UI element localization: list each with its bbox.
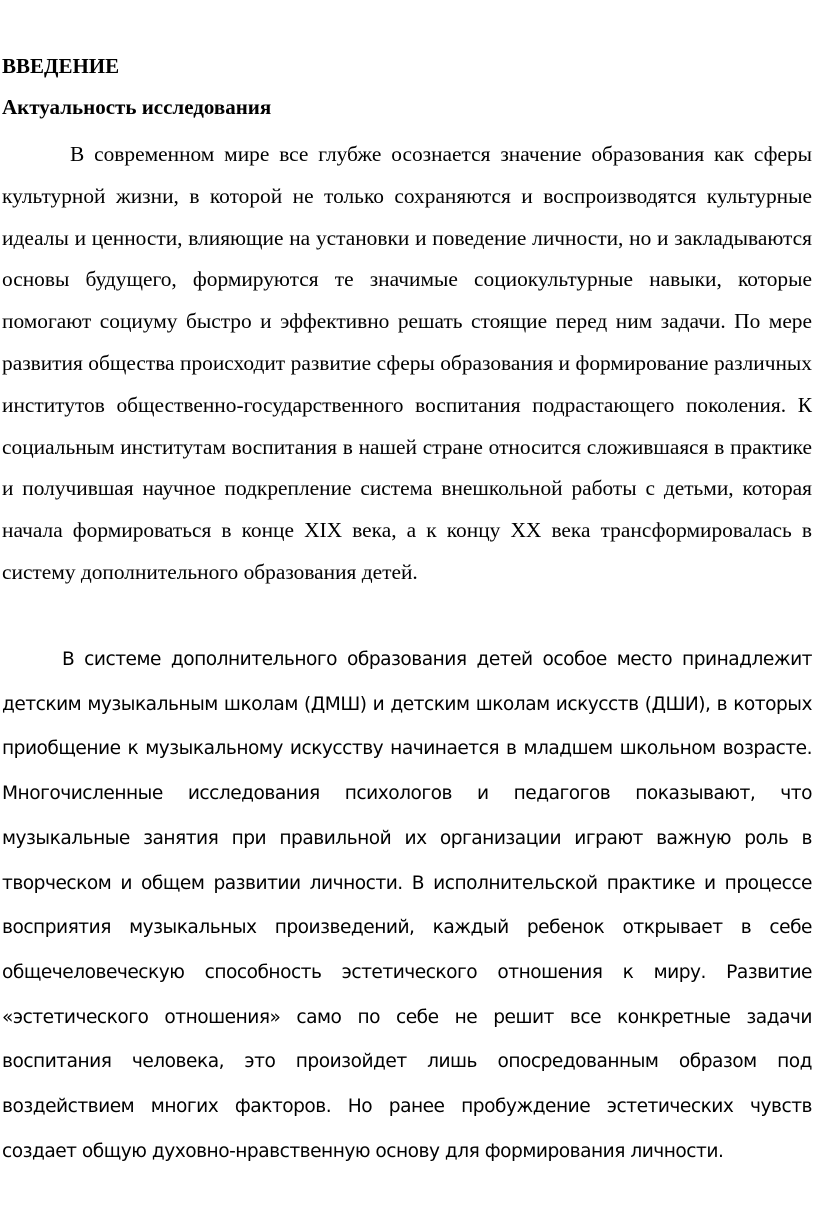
paragraph-relevance: В современном мире все глубже осознается значение образования как сферы культурной жизни, в которой не только сохраняются и воспроизводятся культурные идеалы и ценности, влияющие на установки и поведение личности, но и закладываются основы будущего, формируются те значимые социокультурные навыки, которые помогают социуму быстро и эффективно решать стоящие перед ним задачи. По мере развития общества происходит развитие сферы образования и формирование различных институтов общественно-государственного воспитания подрастающего поколения. К социальным институтам воспитания в нашей стране относится сложившаяся в практике и получившая научное подкрепление система внешкольной работы с детьми, которая начала формироваться в конце XIX века, а к концу XX века трансформировалась в систему дополнительного образования детей. [2, 142, 812, 584]
subsection-heading: Актуальность исследования [2, 95, 272, 119]
section-heading: ВВЕДЕНИЕ [2, 54, 120, 78]
paragraph-music-schools: В системе дополнительного образования детей особое место принадлежит детским музыкальным школам (ДМШ) и детским школам искусств (ДШИ), в которых приобщение к музыкальному искусству начинается в младшем школьном возрасте. Многочисленные исследования психологов и педагогов показывают, что музыкальные занятия при правильной их организации играют важную роль в творческом и общем развитии личности. В исполнительской практике и процессе восприятия музыкальных произведений, каждый ребенок открывает в себе общечеловеческую способность эстетического отношения к миру. Развитие «эстетического отношения» само по себе не решит все конкретные задачи воспитания человека, это произойдет лишь опосредованным образом под воздействием многих факторов. Но ранее пробуждение эстетических чувств создает общую духовно-нравственную основу для формирования личности. [2, 649, 812, 1162]
